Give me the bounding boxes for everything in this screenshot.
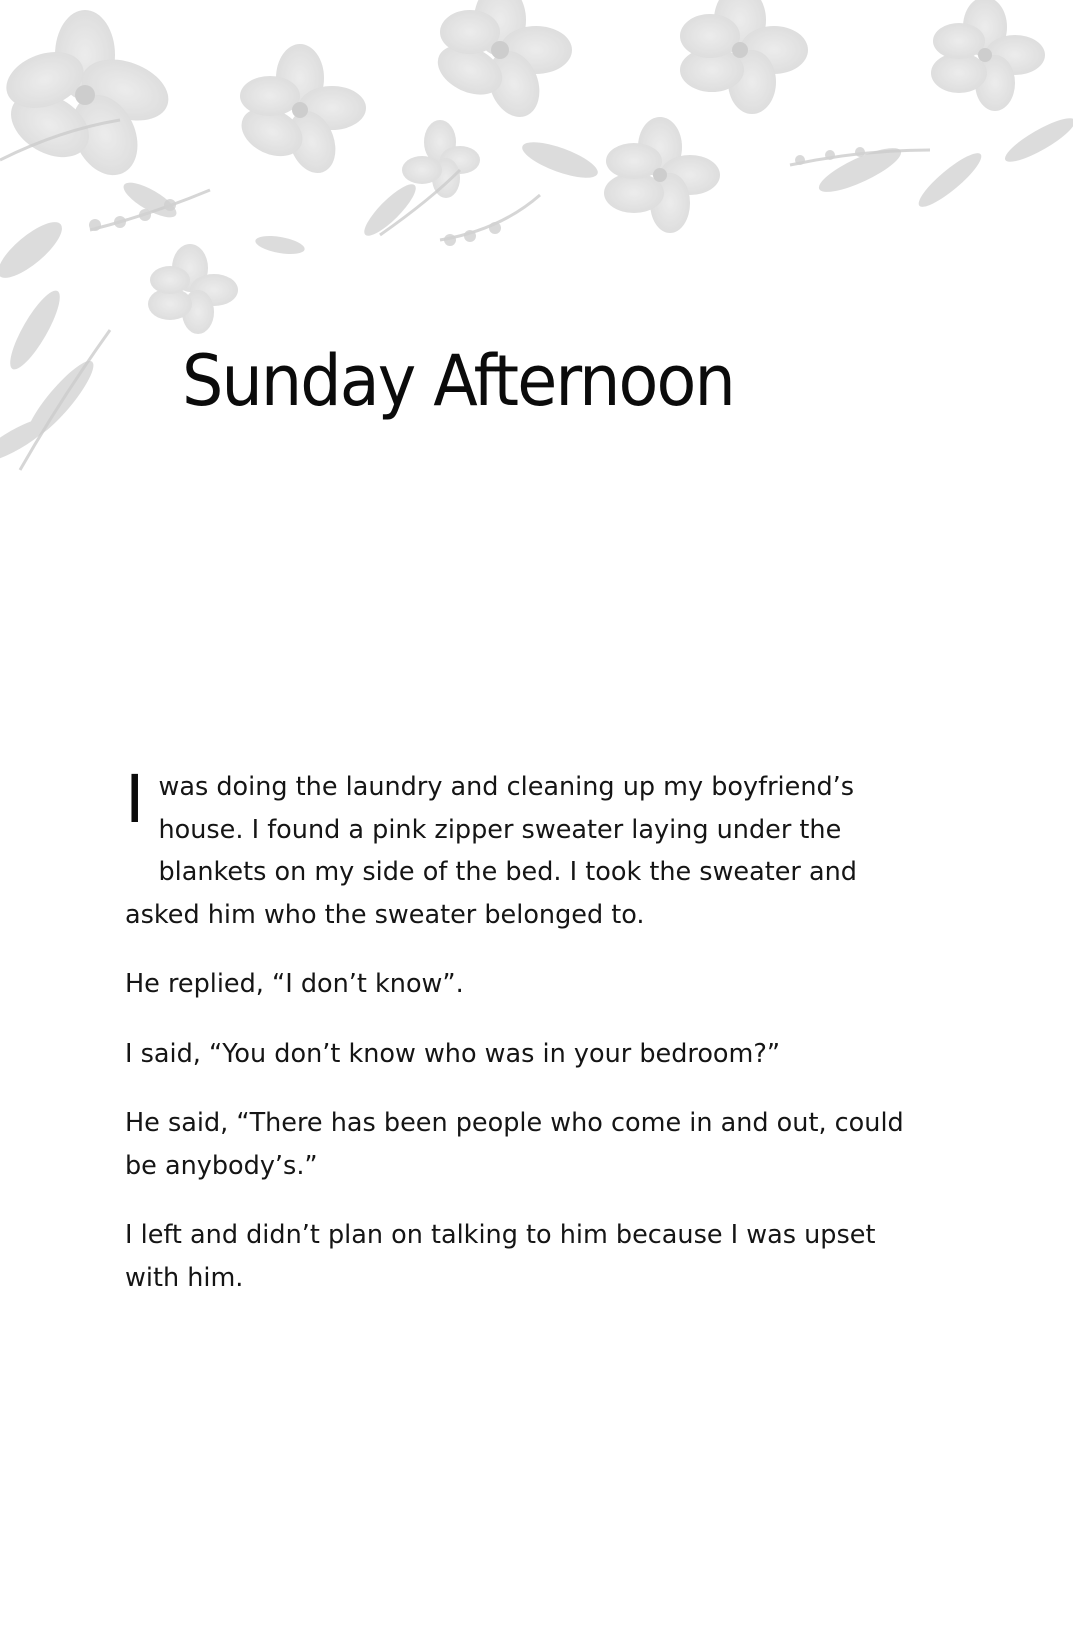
story-body	[125, 761, 915, 1326]
paragraph-text: was doing the laundry and cleaning up my boyfriend’s house. I found a pink zipper sweater laying under the blankets on my side of the bed. I took the sweater and asked him who the sweater belonged to.	[125, 772, 857, 930]
paragraph: He replied, “I don’t know”.	[125, 969, 464, 999]
drop-cap: I	[125, 761, 145, 838]
paragraph: I said, “You don’t know who was in your bedroom?”	[125, 1038, 781, 1069]
paragraph	[125, 761, 915, 936]
page-title: Sunday Afternoon	[182, 340, 734, 422]
paragraph: I left and didn’t plan on talking to him because I was upset with him.	[125, 1220, 876, 1293]
paragraph: He said, “There has been people who come in and out, could be anybody’s.”	[125, 1108, 904, 1181]
